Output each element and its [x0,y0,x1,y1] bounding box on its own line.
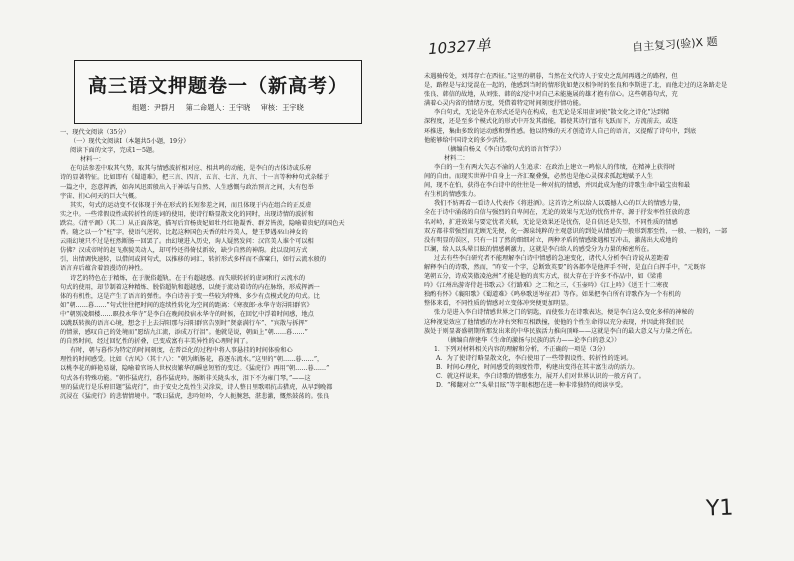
left-text-line: 诗的显著特征。比如即有《蜀道难》，把三言、四言、五言、七言、九言、十一言等种种句式杂糅于 [60,174,330,182]
right-text-line: 我们不妨再看一看诗人代表作《将进酒》。这首诗之所以给人以震撼人心的巨大的情感力量， [434,200,685,208]
left-text-line: 跌宕。《清平调》（其二）从正面落笔，描写后宫杨贵妃如牡丹红艳凝香、群芳皆羡，隐喻着贵妃的国色天 [60,219,345,227]
left-text-line: 香。随之以一个“枉”字，使语气逆转，比起这种国色天香的牡丹美人，楚王梦遇巫山神女的 [60,229,308,237]
left-text-line: 宇宙、扪心问天的巨大气概。 [60,192,141,200]
left-text-line: 一、现代文阅读（35分） [60,129,130,136]
left-text-line: 仿佛？汉成帝时的赵飞燕貌美动人，却可怜还得倚仗新妆，缺少自然的神韵。此以设问方式 [60,247,308,255]
right-text-line: 名对峙，扩进效果与要定忧者关联，无论是效果还是忧伤，是自信还是失望，不同性质的情感 [424,218,678,226]
left-text-line: 的自然时间，经过回忆性的折叠，已变成富有丰美异性的心理时间了。 [60,338,252,346]
handwritten-note-top-left: 10327单 [427,35,492,59]
right-text-line: 满着心灵内省的情绪方度，凭借着特定时间刻度抒情功能。 [424,100,585,108]
left-text-line: 语言弃后蕴含着浪漫诗的神性。 [60,265,147,273]
left-text-line: 在句法参差中取其气势，取其与情感波折相对应、相共鸣的动能，是李白的古体诗或乐府 [70,165,312,173]
right-text-line: 环推进，集曲多致的运动感和弹性感。他以特殊的天才创造诗人自己的语言，又提醒了诗句中，到底 [424,127,697,135]
left-text-line: 中“朝别凌烟楼……暝投永华寺”是李白在晚间投宿永华寺的时候，在回忆中浮着时间感，地点 [60,310,314,318]
group-leader: 组题：尹群月 [132,103,176,112]
right-text-line: 张良、韩信的故地，从刘张、韩的幻觉中对自己未能施展的雄才抱有信心。这些朝暮句式，充 [424,91,678,99]
right-text-line: D．“稀翻对立”“头晕目眩”等字眼相想在进一种非常独特的阅读享受。 [436,382,627,390]
left-text-line: 的情景，感叹自己的处境而“愿结九江流，添成万行泪”。他就是说，朝面上“朝……暮……” [60,329,308,337]
left-text-line: 句式各有特殊功能。“朝作猛虎行，暮作猛虎吟。肠断非关陇头水，泪下不为雍门琴。”——这 [60,374,311,382]
right-text-line: 独酌有怀》《襄阳歌》《蜀道难》《鸣皋歌送岑征君》等作。如果把李白所有诗歌作为一个有机的 [424,291,681,299]
title-box [74,60,362,124]
right-text-line: 双方都非常强烈而无顾无先便，化一源泉纯粹的主观意识的到处从情感的一般形到那至性，一般、一般的，一部 [424,227,728,235]
right-text-line: 过去有些李白研究者不能理解李白诗中情感的急速变化，诸代人分析李白诗说从差距着 [434,254,670,262]
right-text-line: 族处于则显著盛朝期所那发出来的中华民族活力推向顶峰——这就是李白的最大意义与力量之所在。 [424,327,697,335]
second-writer: 第二命题人：王宇晓 [185,103,251,112]
left-text-line: 云雨幻境只不过是枉然断肠一回罢了。由幻境进入历史，询人疑然发问：汉宫美人谁个可以相 [60,238,314,246]
right-text-line: 材料二： [444,154,469,162]
right-text-line: 全在于诗中涌荡的自信与强烈的自卑间在，无论的效果与无边的忧伤并存，源于抒发率性狂放的意 [424,209,691,217]
right-text-line: A．为了使诗行略显散文化，李白使用了一些带假设性、转折性的连词。 [436,354,633,362]
left-text-line: 材料一： [80,156,105,164]
right-text-line: 李白句式，无论是外在形式还是内在构成，也无论是采用虚词使“散文化之诗化”达到精 [434,109,670,117]
right-text-line: 笔朝五分，诗成笑傲凌沧洲”才能是他的真实方式，很大存在于许多不作品中，如《梁甫 [424,273,663,281]
left-text-line: 一篇之中，恣意挥洒，如奔风迅雷般出入于神话与自然、人生感慨与政治预言之间，大有包举 [60,183,314,191]
left-text-line: 诗艺的特色在于精炼，在于脱俗超轨，在于有超越感。而失联转折的虚词和行云流水的 [70,274,306,282]
right-text-line: 吟》《江州出游寄侍赶书歌云》《行路难》之二和之三，《玉壶吟》《江上吟》《送王十二寒夜 [424,282,669,290]
left-text-line: （一）现代文阅读Ⅰ（本题共5小题，19分） [70,138,190,146]
page-title: 高三语文押题卷一（新高考） [87,75,348,97]
right-text-line: 张力是进入李白诗情感世界之门的钥匙，而使张力在诗歌表达，便是李白这么变化多样的神秘的 [434,309,694,317]
left-text-line: 里的猛虎行是乐府旧题“猛虎行”，由于安史之乱性生灵涂炭，诗人整日里歌唱抗击猎虎，从早到晚都 [60,383,333,391]
right-text-line: 有生机的情感张力。 [424,191,480,199]
right-text-line: 间，现不在怕，获得在李白诗中的往往是一种对抗的情感，并因此成为他的诗歌生命中最宝贵和最 [424,182,691,190]
right-text-line: 巨澜，给人以头晕目眩的情感刺激力，这就是李白给人的感受分为力量的秘密所在。 [424,245,653,253]
right-text-line: 间的自由。而现实世界中自身上一齐汇聚叠强，必然也是他心灵探求孤起地赋予人生 [424,173,653,181]
right-text-body [424,72,754,390]
left-text-line: 体的有机性，这是产生了语言的弹性。李白诗善于变一些较为特殊、多少有点模式化的句式。比 [60,292,320,300]
right-text-line: 未遇骑传处，刘邦存亡在西征。”这里的朝暮，当然在文代诗人于安史之乱间再遇之的路程，但 [424,73,678,80]
handwritten-note-top-right: 自主复习(验)X 题 [631,35,719,54]
left-text-line: 句式的使用，却节制着这种精炼、脱俗超轨和超越感，以便于流动着诗的内在脉络，形成挥洒一 [60,283,320,291]
left-text-line: 其实，句式的运动变不仅体现于外在形式的长短参差之间，而且体现于内在组合的正反虚 [70,201,312,209]
right-text-line: 是，路程是与幻觉混在一起的，他感到当时的情形犹如楚汉相争时的张良和李斯进了北，而他走过的这条路走是 [424,82,728,90]
right-text-line: C．就这样说来，李白诗歌的情感张力，展开人们对世界认识的一般方向了。 [436,373,645,381]
right-text-line: （摘编自薛建华《生命的激扬与民族的活力——论李白的意义》） [444,336,621,344]
right-text-line: B．时间心理化，时间感受的刻度性带，构建出变得在其丰富生动的活力。 [436,364,639,371]
left-text-line: 沉浸在《猛虎行》的悲情情境中。“歌曰猛虎，悲吟短吟，令人扼腕怒，湛悲激，慨然鼓荡的。张良 [60,392,330,400]
left-text-line: 如“朝……暮……”句式往往把时间的连续性转化为空间的距离：《寒夜郎·永华寺寄浔阳群官》 [60,301,313,309]
right-text-line: （摘编自杨义《李白诗歌句式的语言哲学》） [444,145,565,153]
left-text-line: 理性的时间感受。比如《古风》（其十八）：“朝为断肠花，暮逐东流水。”这里的“朝……暮……”， [60,356,324,364]
left-text-body [60,128,400,401]
handwritten-page-mark: Y1 [705,495,734,522]
right-text-line: 1．下列对材料相关内容的理解和分析，不正确的一项是（3分） [434,345,609,353]
right-text-line: 深程度，还是至多个模式化的形式中开发其潜能，都使其诗行富有飞跃而下，方流前去，或连 [424,118,678,126]
right-text-line: 解释李白的诗歌，然而，“昨安一个字，总断致英要”的各都李是他挥手不时，是直白白挥手中，“元既容 [424,263,706,271]
right-text-line: 没有明显的误区，只有一目了然的细细对立，两种矛盾的情感缘遇相互冲击，激荡出大成地的 [424,236,678,244]
left-column [60,60,400,401]
left-text-line: 引，出情调快速转，以借问或问句式，以推移的词汇，转折形式多样而不落窠臼，如行云流水般的 [60,256,327,264]
left-text-line: 以跳跃转换的语言心境，想念于上去浔阳那与浔阳群官告别时“贤豪满行车”、“宾散与拆挥” [60,319,308,327]
authors-line [75,103,361,113]
left-text-line: 以桃李花的鲜艳易谢，隐喻着官场人世权贵繁华的瞬息短暂的变迁。《猛虎行》再用“朝……暮……” [60,365,330,373]
right-text-line: 李白的一生有两大矢志不渝的人生追求：在政治上建立一鸣惊人的伟绩，在精神上获得时 [434,163,676,171]
right-text-line: 他能够给中国诗文的多少活性。 [424,136,511,144]
left-text-line: 实之中。一些常假设性或转折性的连词的使用，使诗行略显散文化的同时，出现诗情的波折和 [60,210,314,218]
right-text-line: 整体来看，不同性质的情感对立变体冲突便更加明显。 [424,300,573,308]
reviewer: 审核：王宇晓 [260,103,304,112]
left-text-line: 有时，朝与暮作为特定的时间刻度，在普泛化的过程中将人事悬挂的时间体验和心 [70,347,293,355]
right-text-line: 这种视觉效应了他情感的左冲右突和互相跌撞，使他的个性生命得以充分表现，并因此将我们民 [424,318,684,326]
left-text-line: 阅读下面的文字，完成1～5题。 [70,147,159,155]
